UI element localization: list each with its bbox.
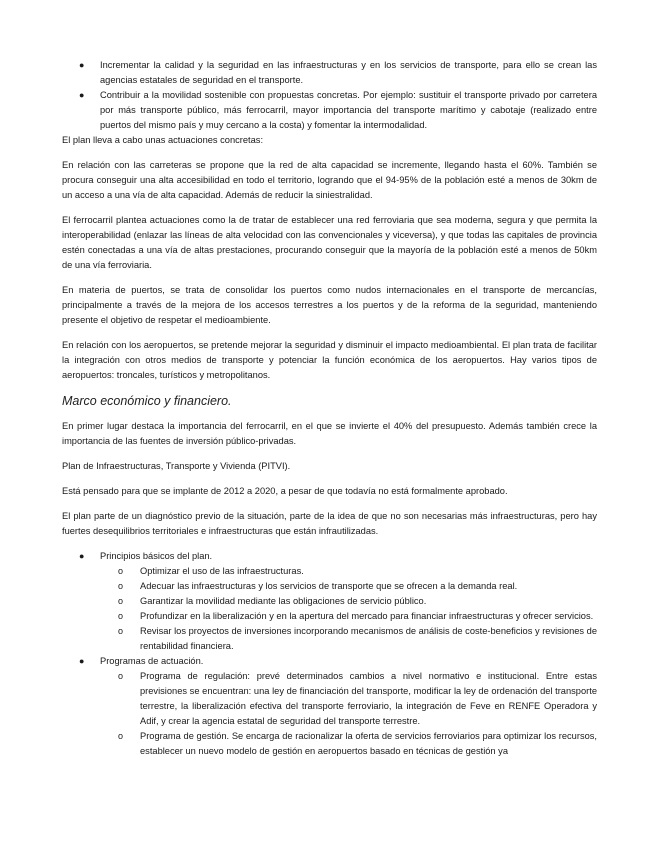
bullet-text: Contribuir a la movilidad sostenible con propuestas concretas. Por ejemplo: sustituir el transporte privado por carretera por más transporte público, más ferrocarril, mayor importancia del transporte marítimo y cabotaje (realizado entre puertos del mismo país y muy cercano a la costa) y fomentar la intermodalidad. [100, 90, 597, 130]
principios-sublist [100, 564, 597, 654]
paragraph-puertos: En materia de puertos, se trata de consolidar los puertos como nudos internacionales en el transporte de mercancías, principalmente a través de la mejora de los accesos terrestres a los puertos y de la reforma de la seguridad, manteniendo presente el objetivo de respetar el medioambiente. [62, 285, 597, 325]
sub-item-text: Garantizar la movilidad mediante las obligaciones de servicio público. [140, 596, 427, 606]
list-item-programas [62, 654, 597, 759]
bullet-icon: ● [79, 90, 85, 100]
paragraph-pitvi-title: Plan de Infraestructuras, Transporte y Vivienda (PITVI). [62, 461, 291, 471]
plan-bullet-list [62, 549, 597, 759]
circle-bullet-icon: o [118, 671, 124, 681]
sub-list-item [62, 594, 597, 609]
bullet-text: Programas de actuación. [100, 656, 204, 666]
paragraph-ferrocarril: El ferrocarril plantea actuaciones como la de tratar de establecer una red ferroviaria que sea moderna, segura y que permita la interoperabilidad (enlazar las líneas de alta velocidad con las convencionales y viceversa), y que todas las capitales de provincia estén conectadas a una vía de altas prestaciones, procurando conseguir que la mayoría de la población esté a menos de 50km de una vía ferroviaria. [62, 215, 597, 270]
sub-item-text: Programa de gestión. Se encarga de racionalizar la oferta de servicios ferroviarios para optimizar los recursos, establecer un nuevo modelo de gestión en aeropuertos basado en técnicas de gestión ya [140, 731, 597, 756]
bullet-icon: ● [79, 60, 85, 70]
sub-list-item [62, 579, 597, 594]
sub-list-item [62, 624, 597, 654]
circle-bullet-icon: o [118, 566, 124, 576]
paragraph-implantacion: Está pensado para que se implante de 2012 a 2020, a pesar de que todavía no está formalmente aprobado. [62, 486, 508, 496]
bullet-icon: ● [79, 551, 85, 561]
paragraph-diagnostico: El plan parte de un diagnóstico previo de la situación, parte de la idea de que no son necesarias más infraestructuras, pero hay fuertes desequilibrios territoriales e infraestructuras que están infrautilizadas. [62, 511, 597, 536]
intro-line: El plan lleva a cabo unas actuaciones concretas: [62, 135, 264, 145]
list-item-principios [62, 549, 597, 654]
circle-bullet-icon: o [118, 581, 124, 591]
sub-list-item [62, 669, 597, 729]
sub-list-item [62, 729, 597, 759]
circle-bullet-icon: o [118, 611, 124, 621]
sub-item-text: Optimizar el uso de las infraestructuras. [140, 566, 304, 576]
sub-item-text: Adecuar las infraestructuras y los servicios de transporte que se ofrecen a la demanda real. [140, 581, 518, 591]
paragraph-ferrocarril-inversion: En primer lugar destaca la importancia del ferrocarril, en el que se invierte el 40% del presupuesto. Además también crece la importancia de las fuentes de inversión público-privadas. [62, 421, 597, 446]
bullet-icon: ● [79, 656, 85, 666]
bullet-text: Principios básicos del plan. [100, 551, 213, 561]
list-item [62, 58, 597, 88]
sub-list-item [62, 609, 597, 624]
list-item [62, 88, 597, 133]
top-bullet-list [62, 58, 597, 133]
sub-item-text: Programa de regulación: prevé determinados cambios a nivel normativo e institucional. Entre estas previsiones se encuentran: una ley de financiación del transporte, modificar la ley de ordenación del transporte terrestre, la liberalización efectiva del transporte ferroviario, la integración de Feve en RENFE Operadora y Adif, y crear la agencia estatal de seguridad del transporte terrestre. [140, 671, 597, 726]
circle-bullet-icon: o [118, 596, 124, 606]
sub-list-item [62, 564, 597, 579]
circle-bullet-icon: o [118, 731, 124, 741]
section-heading: Marco económico y financiero. [62, 394, 232, 408]
document-page [62, 58, 597, 759]
sub-item-text: Profundizar en la liberalización y en la apertura del mercado para financiar infraestructuras y ofrecer servicios. [140, 611, 594, 621]
circle-bullet-icon: o [118, 626, 124, 636]
programas-sublist [100, 669, 597, 759]
paragraph-aeropuertos: En relación con los aeropuertos, se pretende mejorar la seguridad y disminuir el impacto medioambiental. El plan trata de facilitar la integración con otros medios de transporte y potenciar la función económica de los aeropuertos. Hay varios tipos de aeropuertos: troncales, turísticos y metropolitanos. [62, 340, 597, 380]
sub-item-text: Revisar los proyectos de inversiones incorporando mecanismos de análisis de coste-beneficios y revisiones de rentabilidad financiera. [140, 626, 597, 651]
bullet-text: Incrementar la calidad y la seguridad en las infraestructuras y en los servicios de transporte, para ello se crean las agencias estatales de seguridad en el transporte. [100, 60, 597, 85]
paragraph-carreteras: En relación con las carreteras se propone que la red de alta capacidad se incremente, llegando hasta el 60%. También se procura conseguir una alta accesibilidad en todo el territorio, logrando que el 94-95% de la población esté a menos de 30km de un acceso a una vía de alta capacidad. Además de reducir la siniestralidad. [62, 160, 597, 200]
